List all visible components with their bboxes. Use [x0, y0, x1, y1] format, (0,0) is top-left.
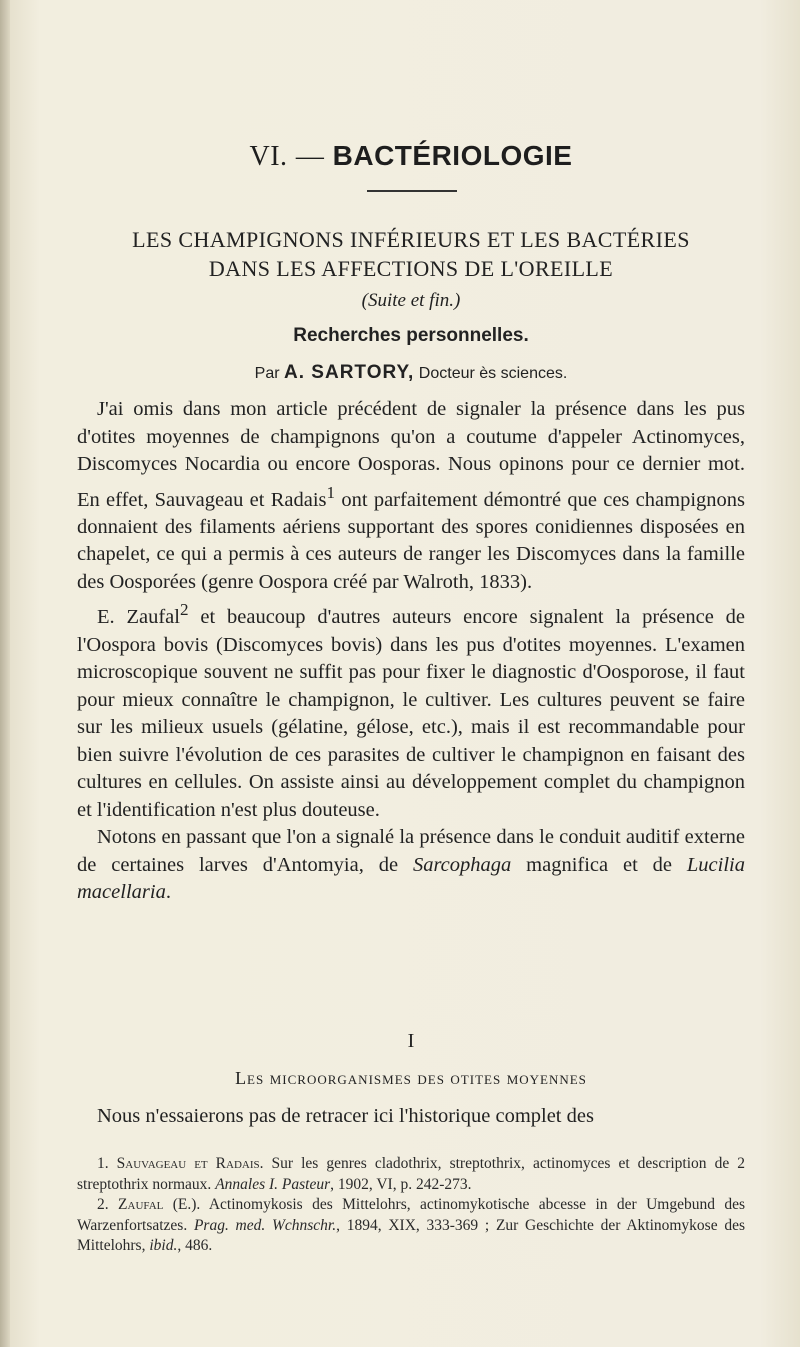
- footnote-2-author: Zaufal (E.).: [118, 1196, 201, 1213]
- section-dash: —: [295, 141, 325, 172]
- section-name: BACTÉRIOLOGIE: [332, 140, 573, 171]
- footnote-1: [77, 1154, 745, 1195]
- article-title-line1: LES CHAMPIGNONS INFÉRIEURS ET LES BACTÉRIES: [132, 227, 690, 252]
- article-subheading: Recherches personnelles.: [293, 325, 529, 346]
- author-title: Docteur ès sciences.: [418, 365, 568, 382]
- paragraph-3-mid: magnifica et de: [511, 853, 687, 876]
- footnote-1-authors: Sauvageau et Radais.: [116, 1155, 264, 1172]
- paragraph-2: [77, 596, 745, 824]
- author-name: A. SARTORY,: [284, 362, 415, 383]
- paragraph-3-start: Notons en passant que l'on a signalé la présence dans le conduit auditif externe de certaines larves d'Antomyia, de: [77, 826, 745, 876]
- footnotes: [77, 1154, 745, 1257]
- article-subtitle: (Suite et fin.): [361, 290, 461, 311]
- footnote-1-end: , 1902, VI, p. 242-273.: [330, 1175, 472, 1193]
- chapter-heading: Les microorganismes des otites moyennes: [235, 1068, 587, 1088]
- footnote-ref-2: 2: [179, 600, 189, 620]
- footnote-ref-1: 1: [326, 482, 336, 502]
- paragraph-2-start: E. Zaufal: [97, 606, 180, 629]
- footnote-1-number: 1.: [97, 1155, 109, 1172]
- paragraph-1-text: J'ai omis dans mon article précédent de signaler la présence dans les pus d'otites moyennes de champignons qu'on a coutume d'appeler Actinomyces, Discomyces Nocardia ou encore Oosporas. Nous opinons pour ce dernier mot. En effet, Sauvageau et Radais: [77, 398, 745, 511]
- article-body: [77, 396, 745, 907]
- book-spine-shadow: [0, 0, 10, 1347]
- section-number: VI.: [249, 141, 288, 172]
- footnote-2-mid: , 1894, XIX, 333-369 ; Zur Geschichte der Aktinomykose des Mittelohrs,: [77, 1216, 745, 1254]
- byline: [77, 362, 745, 384]
- byline-prefix: Par: [254, 365, 280, 382]
- paragraph-1: [77, 396, 745, 596]
- chapter-first-line: Nous n'essaierons pas de retracer ici l'historique complet des: [97, 1105, 594, 1127]
- footnote-2-text: Actinomykosis des Mittelohrs, actinomykotische abcesse in der Umgebund des Warzenfortsatzes.: [77, 1196, 746, 1234]
- paragraph-2-rest: et beaucoup d'autres auteurs encore signalent la présence de l'Oospora bovis (Discomyces bovis) dans les pus d'otites moyennes. L'examen microscopique souvent ne suffit pas pour fixer le diagnostic d'Oosporose, il faut pour mieux connaître le champignon, le cultiver. Les cultures peuvent se faire sur les milieux usuels (gélatine, gélose, etc.), mais il est recommandable pour bien suivre l'évolution de ces parasites de cultiver le champignon en faisant des cultures en cellules. On assiste ainsi au développement complet du champignon et l'identification n'est plus douteuse.: [77, 606, 745, 821]
- chapter-numeral: I: [407, 1030, 415, 1052]
- species-lucilia: Lucilia macellaria: [77, 853, 745, 904]
- footnote-1-text: Sur les genres cladothrix, streptothrix, actinomyces et description de 2 streptothrix normaux.: [77, 1155, 745, 1193]
- article-title: [77, 225, 745, 283]
- footnote-2-end: , 486.: [177, 1237, 213, 1254]
- species-sarcophaga: Sarcophaga: [412, 853, 512, 876]
- section-title: [77, 140, 745, 173]
- footnote-2: [77, 1195, 745, 1257]
- title-divider: [367, 190, 457, 192]
- footnote-2-number: 2.: [97, 1196, 109, 1213]
- paragraph-3: [77, 824, 745, 907]
- paragraph-3-end: .: [165, 881, 171, 904]
- article-title-line2: DANS LES AFFECTIONS DE L'OREILLE: [208, 256, 614, 281]
- footnote-2-ibid: ibid.: [149, 1237, 178, 1254]
- paragraph-1-rest: ont parfaitement démontré que ces champignons donnaient des filaments aériens supportant des spores conidiennes disposées en chapelet, ce qui a permis à ces auteurs de ranger les Discomyces dans la famille des Oosporées (genre Oospora créé par Walroth, 1833).: [77, 488, 745, 593]
- footnote-2-journal: Prag. med. Wchnschr.: [193, 1216, 337, 1234]
- footnote-1-journal: Annales I. Pasteur: [215, 1175, 331, 1193]
